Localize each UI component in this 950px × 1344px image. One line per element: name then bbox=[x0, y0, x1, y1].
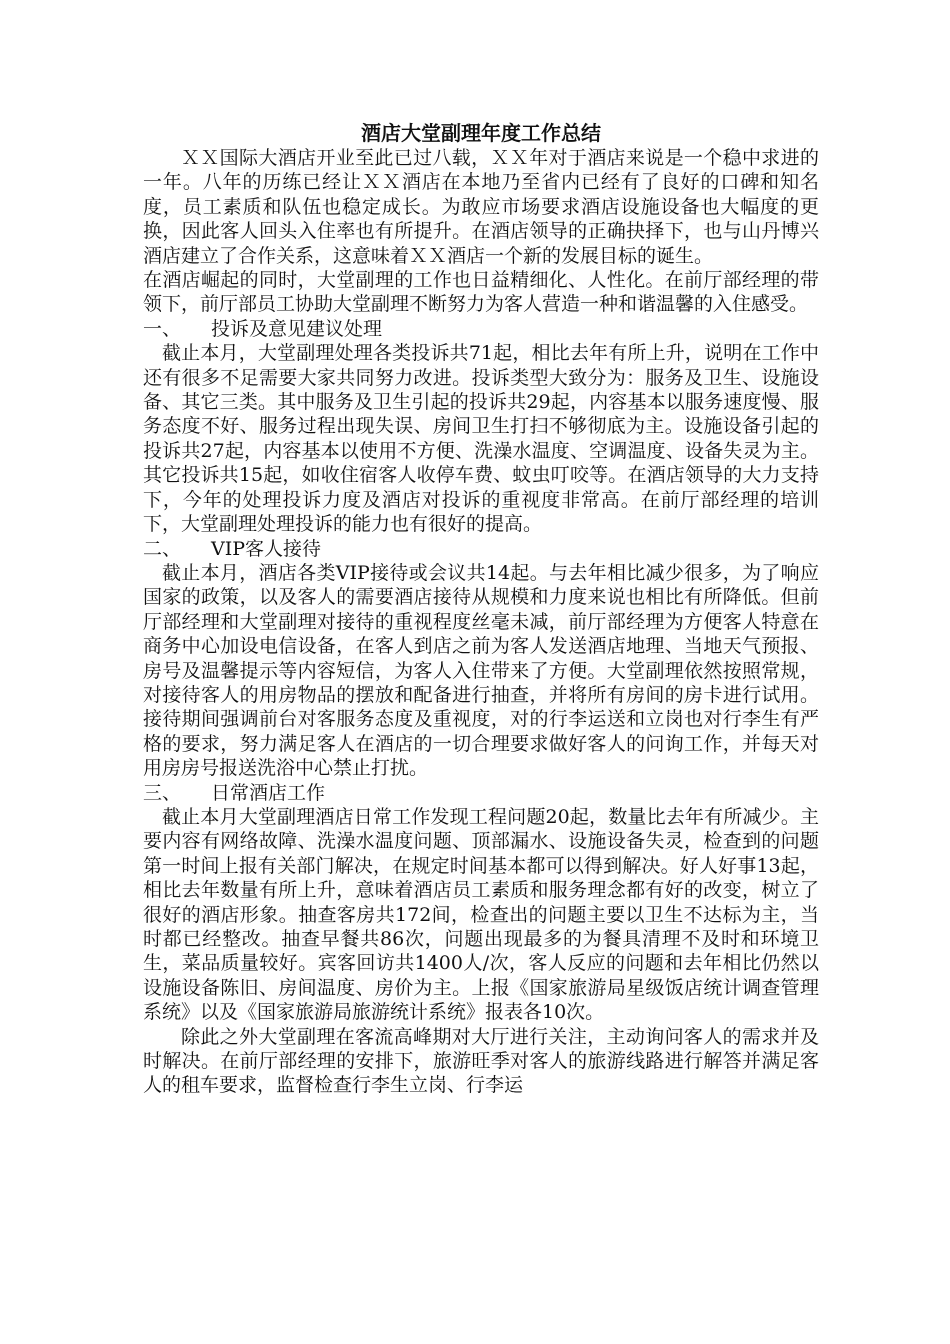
section-title: 日常酒店工作 bbox=[211, 781, 326, 804]
section-title: 投诉及意见建议处理 bbox=[211, 317, 383, 340]
section-paragraph: 截止本月大堂副理酒店日常工作发现工程问题20起，数量比去年有所减少。主要内容有网络故障、洗澡水温度问题、顶部漏水、设施设备失灵，检查到的问题第一时间上报有关部门解决，在规定时间基本都可以得到解决。好人好事13起，相比去年数量有所上升，意味着酒店员工素质和服务理念都有好的改变，树立了很好的酒店形象。抽查客房共172间，检查出的问题主要以卫生不达标为主，当时都已经整改。抽查早餐共86次，问题出现最多的为餐具清理不及时和环境卫生，菜品质量较好。宾客回访共1400人/次，客人反应的问题和去年相比仍然以设施设备陈旧、房间温度、房价为主。上报《国家旅游局星级饭店统计调查管理系统》以及《国家旅游局旅游统计系统》报表各10次。 bbox=[143, 805, 819, 1024]
section-paragraph: 截止本月，酒店各类VIP接待或会议共14起。与去年相比减少很多，为了响应国家的政策，以及客人的需要酒店接待从规模和力度来说也相比有所降低。但前厅部经理和大堂副理对接待的重视程度丝毫未减，前厅部经理为方便客人特意在商务中心加设电信设备，在客人到店之前为客人发送酒店地理、当地天气预报、房号及温馨提示等内容短信，为客人入住带来了方便。大堂副理依然按照常规，对接待客人的用房物品的摆放和配备进行抽查，并将所有房间的房卡进行试用。接待期间强调前台对客服务态度及重视度，对的行李运送和立岗也对行李生有严格的要求，努力满足客人在酒店的一切合理要求做好客人的问询工作，并每天对用房房号报送洗浴中心禁止打扰。 bbox=[143, 561, 819, 780]
intro-paragraph: ＸＸ国际大酒店开业至此已过八载，ＸＸ年对于酒店来说是一个稳中求进的一年。八年的历练已经让ＸＸ酒店在本地乃至省内已经有了良好的口碑和知名度，员工素质和队伍也稳定成长。为敢应市场要求酒店设施设备也大幅度的更换，因此客人回头入住率也有所提升。在酒店领导的正确抉择下，也与山丹博兴酒店建立了合作关系，这意味着ＸＸ酒店一个新的发展目标的诞生。 bbox=[143, 147, 819, 267]
section-number: 三、 bbox=[143, 781, 182, 804]
intro-paragraph: 在酒店崛起的同时，大堂副理的工作也日益精细化、人性化。在前厅部经理的带领下，前厅部员工协助大堂副理不断努力为客人营造一种和谐温馨的入住感受。 bbox=[143, 269, 819, 316]
section-paragraph: 截止本月，大堂副理处理各类投诉共71起，相比去年有所上升，说明在工作中还有很多不足需要大家共同努力改进。投诉类型大致分为：服务及卫生、设施设备、其它三类。其中服务及卫生引起的投诉共29起，内容基本以服务速度慢、服务态度不好、服务过程出现失误、房间卫生打扫不够彻底为主。设施设备引起的投诉共27起，内容基本以使用不方便、洗澡水温度、空调温度、设备失灵为主。其它投诉共15起，如收住宿客人收停车费、蚊虫叮咬等。在酒店领导的大力支持下，今年的处理投诉力度及酒店对投诉的重视度非常高。在前厅部经理的培训下，大堂副理处理投诉的能力也有很好的提高。 bbox=[143, 342, 819, 536]
section-heading bbox=[143, 537, 819, 561]
section-title: VIP客人接待 bbox=[211, 537, 322, 560]
document-title: 酒店大堂副理年度工作总结 bbox=[361, 121, 601, 145]
document-body bbox=[143, 120, 819, 1098]
section-number: 一、 bbox=[143, 317, 182, 340]
section-heading bbox=[143, 781, 819, 805]
section-heading bbox=[143, 317, 819, 341]
section-paragraph: 除此之外大堂副理在客流高峰期对大厅进行关注，主动询问客人的需求并及时解决。在前厅部经理的安排下，旅游旺季对客人的旅游线路进行解答并满足客人的租车要求，监督检查行李生立岗、行李运 bbox=[143, 1025, 819, 1097]
section-number: 二、 bbox=[143, 537, 182, 560]
